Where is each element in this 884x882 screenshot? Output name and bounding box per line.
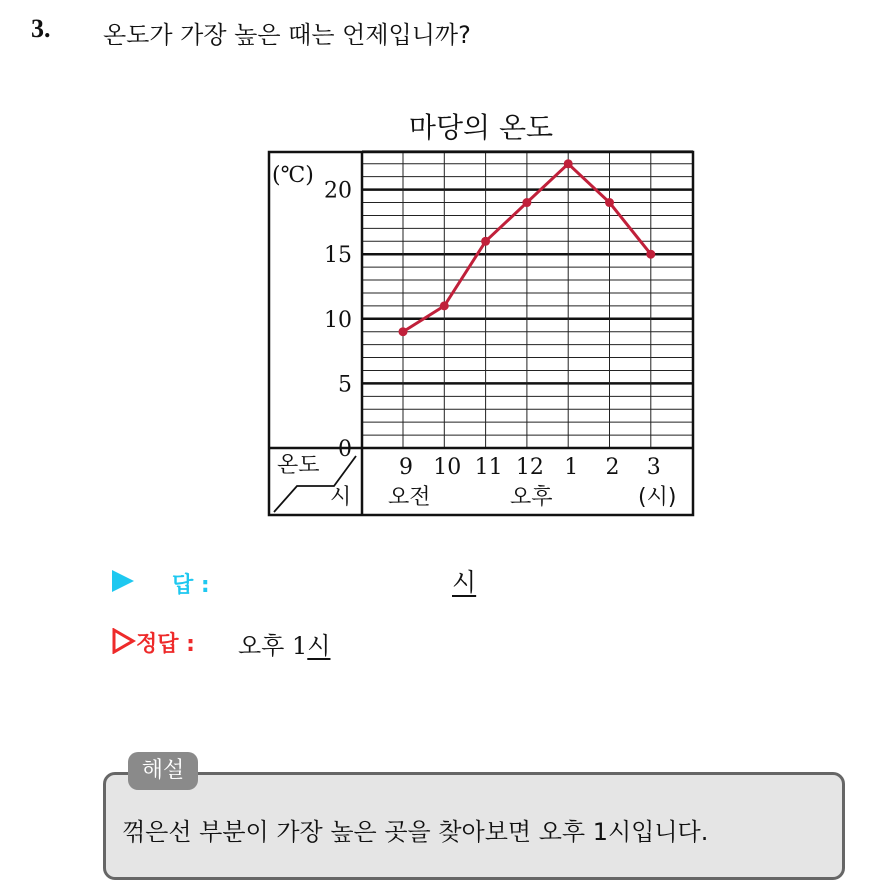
explanation-text: 꺾은선 부분이 가장 높은 곳을 찾아보면 오후 1시입니다. [122, 818, 709, 846]
correct-unit: 시 [307, 632, 331, 660]
period-pm: 오후 [510, 485, 553, 510]
data-point [564, 159, 573, 168]
question-number: 3. [31, 14, 51, 43]
correct-answer [238, 626, 330, 661]
x-tick-label: 10 [433, 455, 462, 480]
x-tick-label: 3 [646, 455, 661, 480]
question-text: 온도가 가장 높은 때는 언제입니까? [103, 21, 471, 49]
data-point [522, 198, 531, 207]
y-tick-label: 20 [324, 178, 352, 204]
chart-title: 마당의 온도 [408, 111, 554, 144]
data-point [481, 237, 490, 246]
y-tick-label: 15 [324, 243, 352, 269]
header-hour: 시 [330, 485, 352, 510]
period-am: 오전 [388, 485, 431, 510]
x-tick-label: 11 [474, 455, 503, 480]
answer-arrow-icon [112, 570, 134, 592]
correct-arrow-icon [112, 628, 136, 654]
x-axis-unit: (시) [638, 485, 677, 510]
data-point [399, 327, 408, 336]
x-axis-ticks [399, 455, 661, 480]
explanation-tab: 해설 [128, 752, 198, 790]
data-point [646, 250, 655, 259]
correct-label: 정답 : [136, 632, 195, 657]
data-point [440, 301, 449, 310]
y-tick-label: 5 [338, 372, 352, 398]
x-tick-label: 2 [605, 455, 620, 480]
x-tick-label: 9 [399, 455, 413, 480]
data-point [605, 198, 614, 207]
chart-grid [362, 151, 693, 448]
y-tick-label: 0 [338, 437, 352, 462]
x-tick-label: 1 [564, 455, 579, 480]
y-axis-ticks [324, 179, 352, 462]
x-tick-label: 12 [515, 455, 544, 480]
y-tick-label: 10 [324, 307, 352, 333]
answer-label: 답 : [172, 573, 210, 598]
header-temperature: 온도 [277, 453, 320, 478]
y-axis-unit: (℃) [272, 163, 314, 188]
answer-blank: 시 [452, 568, 477, 597]
correct-number: 1 [292, 632, 308, 660]
correct-prefix: 오후 [238, 632, 292, 660]
